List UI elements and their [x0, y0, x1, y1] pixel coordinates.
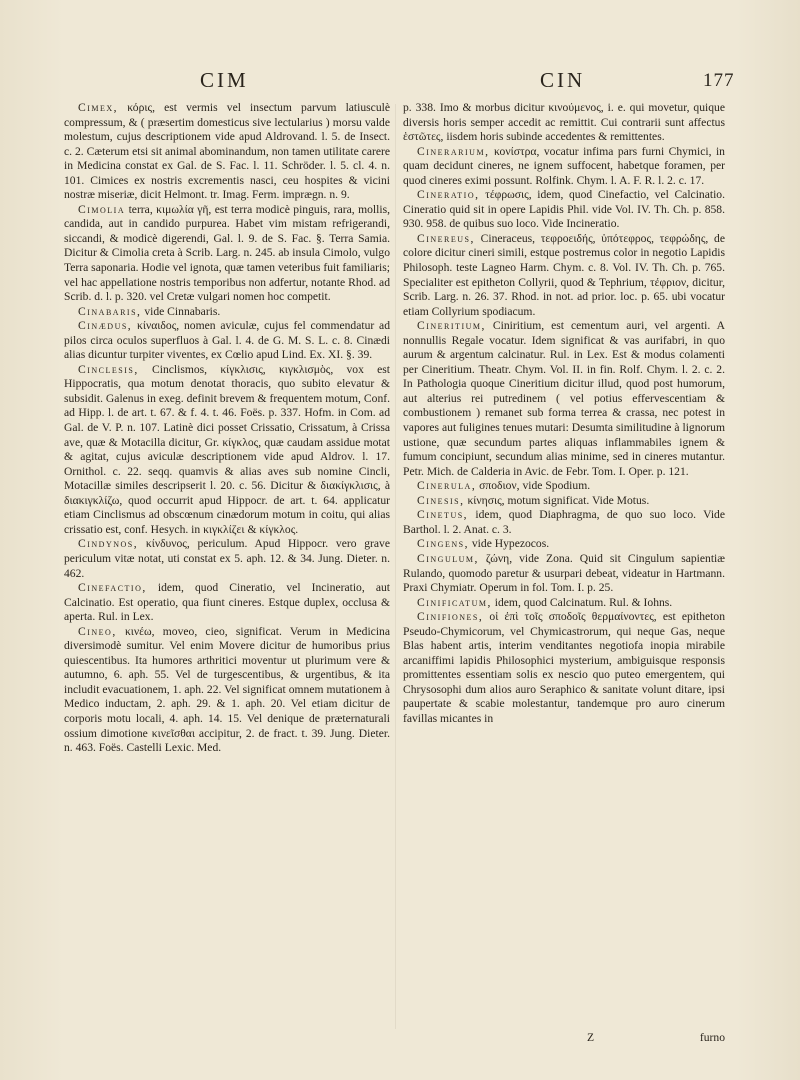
entry-headword: Cinerarium,: [417, 144, 490, 158]
dictionary-entry: [403, 596, 725, 611]
entry-text: idem, quod Cineratio, vel Incineratio, aut Calcinatio. Est operatio, qua fiunt cineres. Estque duplex, occlusa & aperta. Rul. in Lex.: [64, 581, 390, 624]
entry-text: idem, quod Calcinatum. Rul. & Iohns.: [494, 595, 673, 609]
entry-text: Cineraceus, τεφροειδής, ὑπότεφρος, τεφρώδης, de colore dicitur cineri simili, estque postremus color in negotio Lapidis Philosoph. teste Lagneo Harm. Chym. c. 8. Vol. IV. Th. Ch. p. 765. Specialiter est epitheton Collyrii, quod & Tephrium, τέφριον, dicitur, Scrib. Larg. n. 26. 37. Rhod. in not. ad prior. loc. p. 65. ubi vocatur etiam Collyrium spodiacum.: [403, 231, 725, 318]
entry-text: οἱ ἐπὶ τοῖς σποδοῖς θερμαίνοντες, est epitheton Pseudo-Chymicorum, vel Chymicastrorum, qui neque Gas, neque Blas habent artis, interim venditantes negotiofa inopia mirabile arcaniffimi lapidis Philosophici mysterium, ambiguisque responsis promittentes essentiam solis ex nescio quo puteo emergentem, qui Chrysosophi dum alios auro Seraphico & sanitate volunt ditare, ipsi paupertate & scabie molestantur, tandemque pro auro cinerum favillas micantes in: [403, 610, 725, 725]
entry-headword: Cingens,: [417, 537, 469, 551]
entry-headword: Cinesis,: [417, 493, 465, 507]
dictionary-entry: [403, 552, 725, 596]
running-head-left: CIM: [200, 68, 249, 92]
dictionary-entry: [403, 610, 725, 726]
entry-text: σποδιον, vide Spodium.: [479, 479, 591, 493]
entry-text: τέφρωσις, idem, quod Cinefactio, vel Calcinatio. Cineratio quid sit in opere Lapidis Phil. vide Vol. IV. Th. Ch. p. 858. 930. 958. de quibus suo loco. Vide Incineratio.: [403, 188, 725, 231]
entry-headword: Cinereus,: [417, 231, 475, 245]
left-column: [64, 101, 390, 1051]
entry-headword: Cineratio,: [417, 188, 480, 202]
dictionary-entry: [64, 305, 390, 320]
entry-text: κίνησις, motum significat. Vide Motus.: [467, 493, 650, 507]
dictionary-entry: [64, 203, 390, 305]
dictionary-entry: [64, 537, 390, 581]
page-number: 177: [703, 70, 735, 91]
entry-headword: Cinificatum,: [417, 595, 492, 609]
entry-headword: Cinclesis,: [78, 362, 139, 376]
catchword: furno: [699, 1031, 725, 1044]
dictionary-entry: [64, 363, 390, 538]
dictionary-entry: [64, 581, 390, 625]
dictionary-entry: [403, 479, 725, 494]
entry-headword: Cineo,: [78, 624, 117, 638]
dictionary-entry: [403, 319, 725, 479]
dictionary-entry: [403, 232, 725, 319]
entry-text: κίνδυνος, periculum. Apud Hippocr. vero grave periculum vitæ notat, uti constat ex 5. aph. 12. & 34. Jung. Dieter. n. 462.: [64, 537, 390, 580]
entry-text: terra, κιμωλία γῆ, est terra modicè pinguis, rara, mollis, candida, aut in candido purpurea. Habet vim mistam refrigerandi, siccandi, & modicè digerendi, Gal. l. 9. de S. Fac. §. Terra Samia. Dicitur & Cimolia creta à Scrib. Larg. n. 245. ab insula Cimolo, vulgo Terra saponaria. Hodie vel ignota, quæ tamen veteribus fuit familiaris; vel hac appellatione nostris temporibus non adfertur, notante Rhod. ad Scrib. d. l. p. 320. vel Cretæ vulgari nomen hoc competit.: [64, 202, 390, 304]
dictionary-entry: [403, 537, 725, 552]
running-head: [0, 68, 800, 96]
entry-text: Cinclismos, κίγκλισις, κιγκλισμὸς, vox est Hippocratis, qua motum denotat thoracis, quo subito elevatur & subsidit. Galenus in exeg. definit brevem & frequentem motum, Conf. ad Hipp. l. de art. t. 67. & f. 4. t. 46. Foës. p. 337. Hofm. in Com. ad Gal. de V. P. n. 107. Latinè dici posset Crissatio, Crissatum, à Crissa ave, quæ & Motacilla dicitur, Gr. κίγκλος, quæ caudam assidue motat & agitat, cujus aviculæ descriptionem vide apud Aldrov. l. 17. Ornithol. c. 22. seqq. quamvis & alias aves sub nomine Cincli, Motacillæ similes descripserit l. 20. c. 56. Dicitur & διακίγκλισις, à διακιγκλίζω, quod occurrit apud Hippocr. de art. t. 64. applicatur etiam Cinclismus ad obscœnum cinædorum motum in coitu, qui alias crissatio est, conf. Hesych. in κιγκλίζει & κίγκλος.: [64, 362, 390, 536]
entry-text: κόρις, est vermis vel insectum parvum latiusculè compressum, & ( præsertim domesticus sive lectularius ) morsu valde molestum, cujus descriptionem vide apud Aldrovand. l. 5. de Insect. c. 2. Cæterum etsi sit animal abominandum, non tamen utilitate carere in Medicina constat ex Gal. de S. Fac. l. 11. Schröder. l. 5. cl. 4. n. 101. Cimices ex nostris excrementis nasci, ceu hospites & vicini nostræ miseriæ, dicit Helmont. tr. Imag. Ferm. imprægn. n. 9.: [64, 101, 390, 202]
entry-headword: Cinædus,: [78, 319, 133, 333]
entry-headword: Cingulum,: [417, 551, 479, 565]
entry-text: idem, quod Diaphragma, de quo suo loco. Vide Barthol. l. 2. Anat. c. 3.: [403, 508, 725, 536]
entry-headword: Cineritium,: [417, 319, 486, 333]
dictionary-entry: [403, 145, 725, 189]
right-column: [403, 101, 725, 1051]
entry-text: vide Hypezocos.: [471, 537, 550, 551]
entry-text: ζώνη, vide Zona. Quid sit Cingulum sapientiæ Rulando, quomodo paretur & usurpari debeat, videatur in Hartmann. Praxi Chymiatr. Operum in fol. Tom. I. p. 25.: [403, 551, 725, 595]
entry-headword: Cimolia: [78, 202, 126, 216]
entry-text: κινέω, moveo, cieo, significat. Verum in Medicina diversimodè sumitur. Vel enim Movere dicitur de humoribus prius quiescentibus. Ita humores arthritici moventur ut plurimum vere & autumno, 6. aph. 55. Vel de turgescentibus, & urgentibus, & ita includit evacuationem, 1. aph. 22. Vel significat omnem mutationem à Medico inductam, 2. aph. 29. & 1. aph. 20. Vel etiam dicitur de corporis motu locali, 4. aph. 14. 15. Vel denique de præternaturali ossium dimotione κινεῖσθαι accipitur, 2. de fract. t. 39. Jung. Dieter. n. 463. Foës. Castelli Lexic. Med.: [64, 624, 390, 755]
signature-mark: Z: [587, 1031, 595, 1044]
entry-text: κίναιδος, nomen aviculæ, cujus fel commendatur ad pilos circa oculos superfluos à Gal. l. 4. de G. M. S. L. c. 8. Cinædi alias dicuntur turpiter viventes, ex Cœlio apud Lind. Ex. XI. §. 39.: [64, 319, 390, 362]
dictionary-entry: [403, 494, 725, 509]
dictionary-entry: [64, 319, 390, 363]
dictionary-entry: [403, 101, 725, 145]
column-gutter: [395, 104, 396, 1029]
entry-headword: Cindynos,: [78, 537, 139, 551]
entry-headword: Cinetus,: [417, 508, 469, 522]
entry-headword: Cinabaris,: [78, 304, 142, 318]
running-head-right: CIN: [540, 68, 586, 92]
entry-headword: Cinifiones,: [417, 610, 484, 624]
dictionary-entry: [64, 625, 390, 756]
entry-text: vide Cinnabaris.: [144, 304, 221, 318]
dictionary-entry: [403, 188, 725, 232]
dictionary-entry: [64, 101, 390, 203]
dictionary-entry: [403, 508, 725, 537]
entry-text: Ciniritium, est cementum auri, vel argenti. A nonnullis Regale vocatur. Idem significat & vas aurifabri, in quo aurum & argentum calcinatur. Rul. in Lex. Est & modus colamenti per Cineritium. Theatr. Chym. Vol. II. in fin. Rolf. Chym. l. 2. c. 2. In Pathologia quoque Cineritium dicitur illud, quod post humorum, aut alterius rei putredinem ( vel potius effervescentiam & combustionem ) remanet sub forma terrea & crassa, nec potest in vapores aut fuligines tenues mutari: Desumta similitudine à lignorum ustione, quæ secundum partes aliquas inflammabiles ignem & fumum concipiunt, secundum alias minime, sed in cineres mutantur. Petr. Mich. de Calderia in Avic. de Febr. Tom. I. Oper. p. 121.: [403, 319, 725, 478]
entry-headword: Cinefactio,: [78, 581, 147, 595]
entry-headword: Cimex,: [78, 101, 119, 114]
page-footer: [403, 1031, 725, 1047]
entry-text: p. 338. Imo & morbus dicitur κινούμενος, i. e. qui movetur, quique diversis horis semper accedit ac remittit. Cui contrarii sunt affectus ἑστῶτες, iisdem horis subinde accedentes & remittentes.: [403, 101, 725, 144]
entry-text: κονίστρα, vocatur infima pars furni Chymici, in quam decidunt cineres, ne ignem suffocent, habetque foramen, per quod cineres eximi possunt. Rolfink. Chym. l. A. F. R. l. 2. c. 17.: [403, 144, 725, 187]
entry-headword: Cinerula,: [417, 479, 477, 493]
